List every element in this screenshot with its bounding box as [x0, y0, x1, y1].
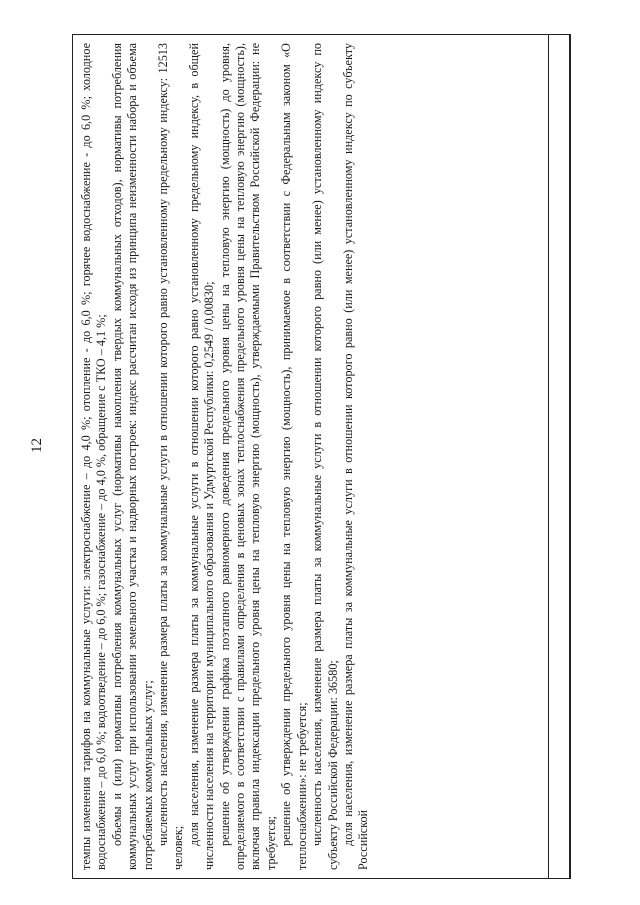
table-cell-empty [398, 35, 549, 878]
paragraph: доля населения, изменение размера платы за коммунальные услуги в отношении которого равно установленному предельному индексу, в общей численности населения на территории муниципального образования и Удмуртской Республики: 0,2549 / 0,00830; [186, 43, 217, 870]
paragraph: доля населения, изменение размера платы за коммунальные услуги в отношении которого равно (или менее) установленному индексу по субъекту Российской [340, 43, 371, 870]
paragraph: решение об утверждении графика поэтапного равномерного доведения предельного уровня цены на тепловую энергию (мощность) до уровня, определяемого в соответствии с правилами определения в ценовых зонах теплоснабжения предельного уровня цены на тепловую энергию (мощность), включая правила индексации предельного уровня цены на тепловую энергию (мощность), утверждаемыми Правительством Российской Федерации: не требуется; [217, 43, 278, 870]
paragraph: объемы и (или) нормативы потребления коммунальных услуг (нормативы накопления твердых коммунальных отходов), нормативы потребления коммунальных услуг при использовании земельного участка и надворных построек: индекс рассчитан исходя из принципа неизменности набора и объема потребляемых коммунальных услуг; [109, 43, 155, 870]
rotated-table-region [72, 34, 571, 879]
table-cell-narrow [549, 35, 570, 878]
document-table [72, 34, 571, 879]
table-cell-text [73, 35, 398, 878]
paragraph: темпы изменения тарифов на коммунальные услуги: электроснабжение – до 4,0 %; отопление - до 6,0 %; горячее водоснабжение - до 6,0 %; холодное водоснабжение – до 6,0 %; водоотведение – до 6,0 %; газоснабжение – до 4,0 %, обращение с ТКО – 4,1 %; [79, 43, 109, 870]
paragraph: решение об утверждении предельного уровня цены на тепловую энергию (мощность), принимаемое в соответствии с Федеральным законом «О теплоснабжении»: не требуется; [279, 43, 309, 870]
paragraph: численность населения, изменение размера платы за коммунальные услуги в отношении которого равно установленному предельному индексу: 12513 человек; [156, 43, 186, 870]
paragraph: численность населения, изменение размера платы за коммунальные услуги в отношении которого равно (или менее) установленному индексу по субъекту Российской Федерации: 36580; [310, 43, 340, 870]
page-number: 12 [29, 438, 45, 453]
